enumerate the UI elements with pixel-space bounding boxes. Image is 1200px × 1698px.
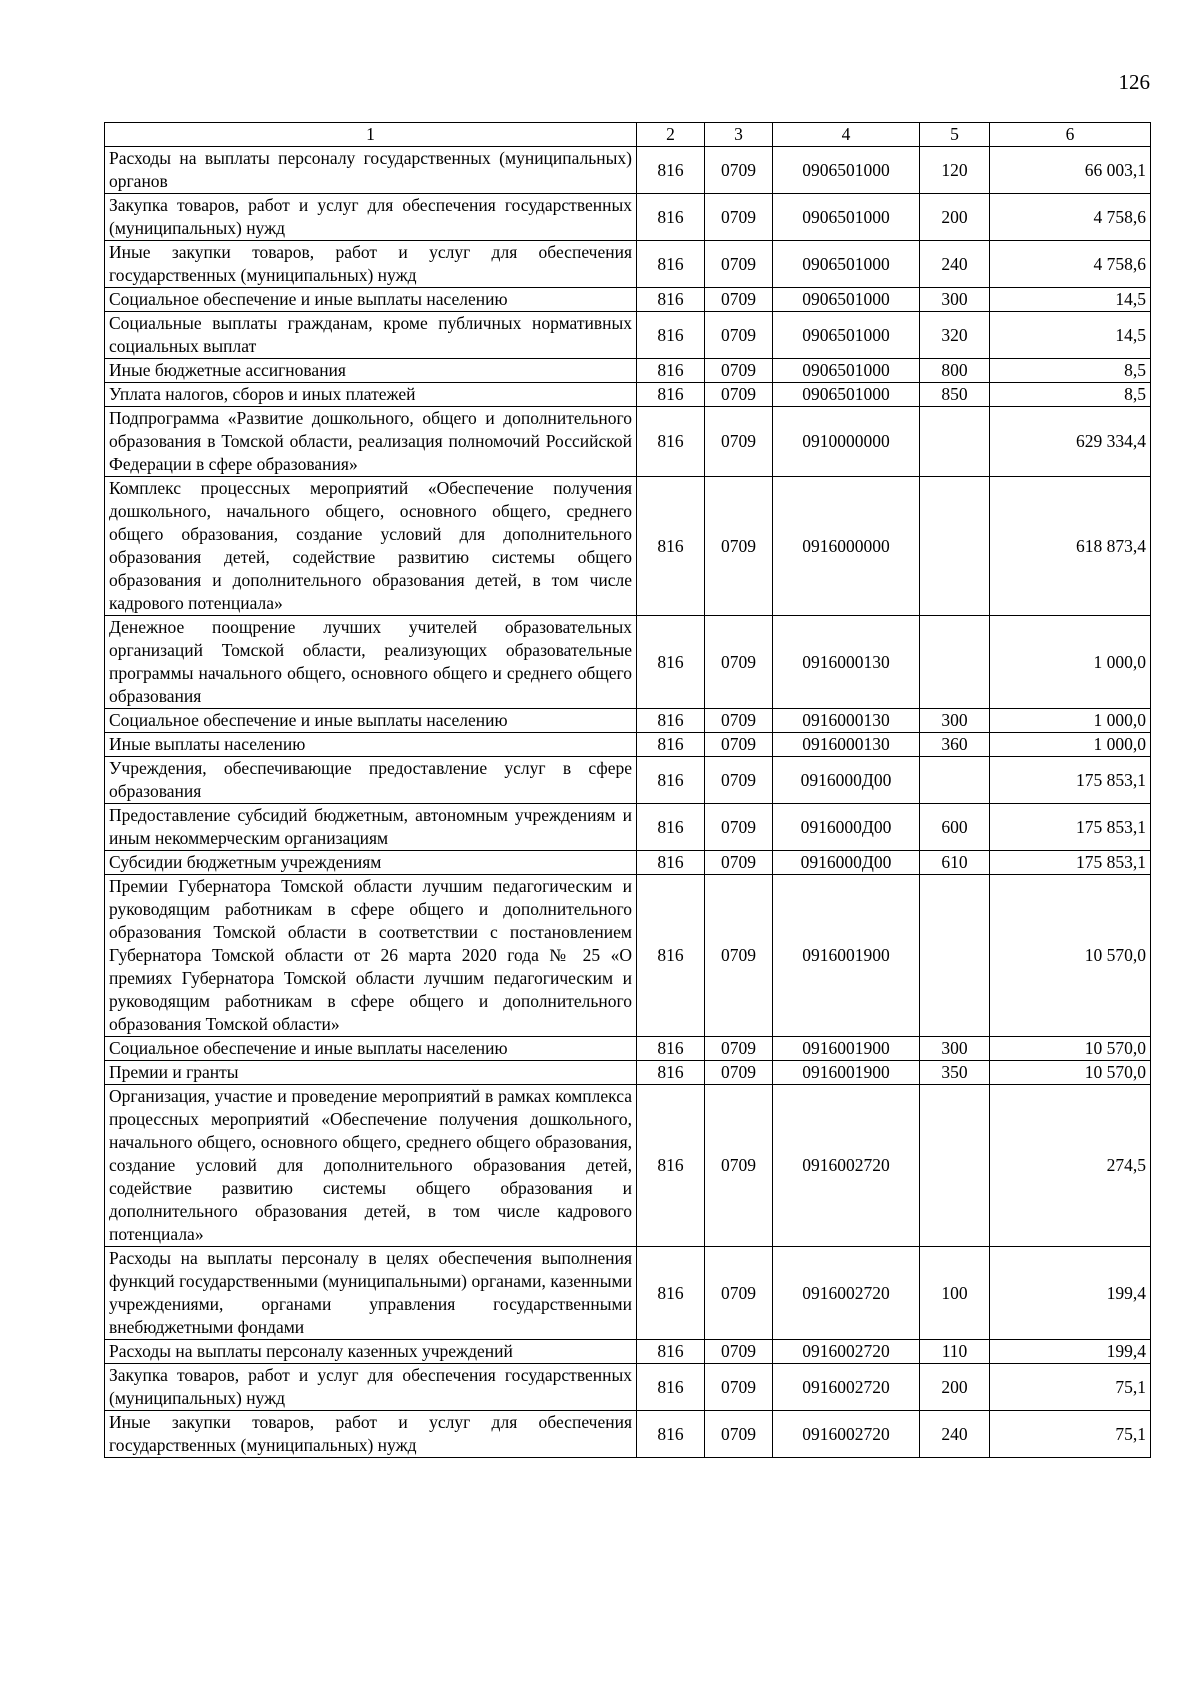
table-row [105,733,1151,757]
row-amount: 8,5 [990,383,1151,407]
row-amount: 199,4 [990,1247,1151,1340]
table-row [105,1364,1151,1411]
row-expense-type [920,757,990,804]
row-expense-type [920,875,990,1037]
row-admin-code: 816 [637,383,705,407]
row-amount: 10 570,0 [990,875,1151,1037]
row-expense-type [920,477,990,616]
row-admin-code: 816 [637,1037,705,1061]
column-header-section: 3 [705,123,773,147]
row-expense-type: 300 [920,1037,990,1061]
row-section-code: 0709 [705,407,773,477]
table-row [105,1085,1151,1247]
row-section-code: 0709 [705,875,773,1037]
row-admin-code: 816 [637,804,705,851]
row-section-code: 0709 [705,1340,773,1364]
row-name: Уплата налогов, сборов и иных платежей [105,383,637,407]
page-number: 126 [1118,70,1150,94]
row-target-code: 0916002720 [773,1247,920,1340]
table-row [105,288,1151,312]
row-amount: 1 000,0 [990,616,1151,709]
table-row [105,194,1151,241]
row-name: Предоставление субсидий бюджетным, автономным учреждениям и иным некоммерческим организациям [105,804,637,851]
row-expense-type: 200 [920,194,990,241]
row-name: Комплекс процессных мероприятий «Обеспечение получения дошкольного, начального общего, основного общего, среднего общего образования, создание условий для дополнительного образования детей, содействие развитию системы общего образования и дополнительного образования детей, в том числе кадрового потенциала» [105,477,637,616]
row-amount: 1 000,0 [990,709,1151,733]
row-name: Премии и гранты [105,1061,637,1085]
row-admin-code: 816 [637,194,705,241]
row-name: Расходы на выплаты персоналу в целях обеспечения выполнения функций государственными (муниципальными) органами, казенными учреждениями, органами управления государственными внебюджетными фондами [105,1247,637,1340]
table-row [105,1061,1151,1085]
row-expense-type: 600 [920,804,990,851]
row-admin-code: 816 [637,733,705,757]
row-admin-code: 816 [637,288,705,312]
column-header-target: 4 [773,123,920,147]
row-target-code: 0910000000 [773,407,920,477]
row-target-code: 0906501000 [773,241,920,288]
row-section-code: 0709 [705,194,773,241]
row-section-code: 0709 [705,477,773,616]
table-row [105,241,1151,288]
table-row [105,804,1151,851]
row-name: Организация, участие и проведение мероприятий в рамках комплекса процессных мероприятий «Обеспечение получения дошкольного, начального общего, основного общего, среднего общего образования, создание условий для дополнительного образования детей, содействие развитию системы общего образования и дополнительного образования детей, в том числе кадрового потенциала» [105,1085,637,1247]
row-target-code: 0906501000 [773,194,920,241]
table-row [105,1411,1151,1458]
row-amount: 175 853,1 [990,757,1151,804]
row-expense-type [920,616,990,709]
row-admin-code: 816 [637,359,705,383]
row-target-code: 0916001900 [773,1037,920,1061]
row-target-code: 0916000Д00 [773,757,920,804]
table-row [105,477,1151,616]
row-amount: 1 000,0 [990,733,1151,757]
row-section-code: 0709 [705,1037,773,1061]
row-section-code: 0709 [705,851,773,875]
row-target-code: 0916000000 [773,477,920,616]
row-name: Закупка товаров, работ и услуг для обеспечения государственных (муниципальных) нужд [105,1364,637,1411]
row-name: Подпрограмма «Развитие дошкольного, общего и дополнительного образования в Томской области, реализация полномочий Российской Федерации в сфере образования» [105,407,637,477]
row-target-code: 0906501000 [773,383,920,407]
row-target-code: 0916002720 [773,1364,920,1411]
row-name: Иные закупки товаров, работ и услуг для обеспечения государственных (муниципальных) нужд [105,1411,637,1458]
row-amount: 14,5 [990,312,1151,359]
row-section-code: 0709 [705,241,773,288]
row-name: Учреждения, обеспечивающие предоставление услуг в сфере образования [105,757,637,804]
row-name: Иные бюджетные ассигнования [105,359,637,383]
column-header-amount: 6 [990,123,1151,147]
table-row [105,851,1151,875]
row-target-code: 0916000Д00 [773,804,920,851]
table-row [105,407,1151,477]
row-expense-type: 610 [920,851,990,875]
row-admin-code: 816 [637,616,705,709]
row-target-code: 0916000130 [773,709,920,733]
row-target-code: 0916002720 [773,1340,920,1364]
table-header-row [105,123,1151,147]
row-name: Закупка товаров, работ и услуг для обеспечения государственных (муниципальных) нужд [105,194,637,241]
row-section-code: 0709 [705,616,773,709]
row-amount: 629 334,4 [990,407,1151,477]
row-name: Расходы на выплаты персоналу казенных учреждений [105,1340,637,1364]
row-admin-code: 816 [637,477,705,616]
row-expense-type: 300 [920,709,990,733]
row-amount: 274,5 [990,1085,1151,1247]
row-section-code: 0709 [705,147,773,194]
row-expense-type [920,1085,990,1247]
row-admin-code: 816 [637,1061,705,1085]
row-section-code: 0709 [705,288,773,312]
row-name: Иные закупки товаров, работ и услуг для обеспечения государственных (муниципальных) нужд [105,241,637,288]
budget-table [104,122,1151,1458]
row-section-code: 0709 [705,312,773,359]
table-row [105,1037,1151,1061]
table-row [105,1340,1151,1364]
row-name: Расходы на выплаты персоналу государственных (муниципальных) органов [105,147,637,194]
row-expense-type [920,407,990,477]
column-header-expense-type: 5 [920,123,990,147]
row-section-code: 0709 [705,383,773,407]
row-target-code: 0916002720 [773,1085,920,1247]
row-name: Субсидии бюджетным учреждениям [105,851,637,875]
row-admin-code: 816 [637,1340,705,1364]
column-header-name: 1 [105,123,637,147]
row-amount: 8,5 [990,359,1151,383]
row-section-code: 0709 [705,1247,773,1340]
row-expense-type: 240 [920,1411,990,1458]
row-name: Социальное обеспечение и иные выплаты населению [105,288,637,312]
row-expense-type: 120 [920,147,990,194]
row-admin-code: 816 [637,147,705,194]
row-amount: 10 570,0 [990,1037,1151,1061]
row-admin-code: 816 [637,1085,705,1247]
row-section-code: 0709 [705,709,773,733]
row-amount: 75,1 [990,1364,1151,1411]
table-row [105,147,1151,194]
row-section-code: 0709 [705,1411,773,1458]
table-row [105,383,1151,407]
table-row [105,1247,1151,1340]
row-admin-code: 816 [637,407,705,477]
row-name: Социальное обеспечение и иные выплаты населению [105,1037,637,1061]
row-section-code: 0709 [705,1061,773,1085]
row-expense-type: 320 [920,312,990,359]
table-row [105,709,1151,733]
row-target-code: 0916000130 [773,616,920,709]
row-admin-code: 816 [637,312,705,359]
row-expense-type: 110 [920,1340,990,1364]
row-section-code: 0709 [705,804,773,851]
row-name: Социальное обеспечение и иные выплаты населению [105,709,637,733]
row-target-code: 0906501000 [773,147,920,194]
row-expense-type: 300 [920,288,990,312]
row-expense-type: 100 [920,1247,990,1340]
row-target-code: 0916000Д00 [773,851,920,875]
row-amount: 618 873,4 [990,477,1151,616]
row-section-code: 0709 [705,757,773,804]
row-amount: 175 853,1 [990,804,1151,851]
table-row [105,875,1151,1037]
row-expense-type: 200 [920,1364,990,1411]
row-amount: 10 570,0 [990,1061,1151,1085]
row-amount: 199,4 [990,1340,1151,1364]
row-target-code: 0916000130 [773,733,920,757]
row-target-code: 0906501000 [773,359,920,383]
table-row [105,312,1151,359]
row-name: Премии Губернатора Томской области лучшим педагогическим и руководящим работникам в сфере общего и дополнительного образования Томской области в соответствии с постановлением Губернатора Томской области от 26 марта 2020 года № 25 «О премиях Губернатора Томской области лучшим педагогическим и руководящим работникам в сфере общего и дополнительного образования Томской области» [105,875,637,1037]
row-name: Денежное поощрение лучших учителей образовательных организаций Томской области, реализующих образовательные программы начального общего, основного общего и среднего общего образования [105,616,637,709]
row-admin-code: 816 [637,851,705,875]
row-amount: 66 003,1 [990,147,1151,194]
row-section-code: 0709 [705,359,773,383]
row-amount: 14,5 [990,288,1151,312]
row-admin-code: 816 [637,875,705,1037]
row-expense-type: 240 [920,241,990,288]
row-target-code: 0916001900 [773,1061,920,1085]
row-amount: 75,1 [990,1411,1151,1458]
row-section-code: 0709 [705,1085,773,1247]
row-target-code: 0916002720 [773,1411,920,1458]
row-admin-code: 816 [637,757,705,804]
row-name: Иные выплаты населению [105,733,637,757]
row-target-code: 0906501000 [773,312,920,359]
row-admin-code: 816 [637,709,705,733]
row-admin-code: 816 [637,241,705,288]
row-target-code: 0906501000 [773,288,920,312]
row-expense-type: 360 [920,733,990,757]
row-name: Социальные выплаты гражданам, кроме публичных нормативных социальных выплат [105,312,637,359]
column-header-admin: 2 [637,123,705,147]
table-row [105,757,1151,804]
row-target-code: 0916001900 [773,875,920,1037]
row-amount: 175 853,1 [990,851,1151,875]
table-row [105,359,1151,383]
row-section-code: 0709 [705,1364,773,1411]
row-expense-type: 800 [920,359,990,383]
row-admin-code: 816 [637,1364,705,1411]
row-amount: 4 758,6 [990,194,1151,241]
row-expense-type: 350 [920,1061,990,1085]
row-admin-code: 816 [637,1247,705,1340]
row-amount: 4 758,6 [990,241,1151,288]
row-expense-type: 850 [920,383,990,407]
row-admin-code: 816 [637,1411,705,1458]
table-row [105,616,1151,709]
row-section-code: 0709 [705,733,773,757]
